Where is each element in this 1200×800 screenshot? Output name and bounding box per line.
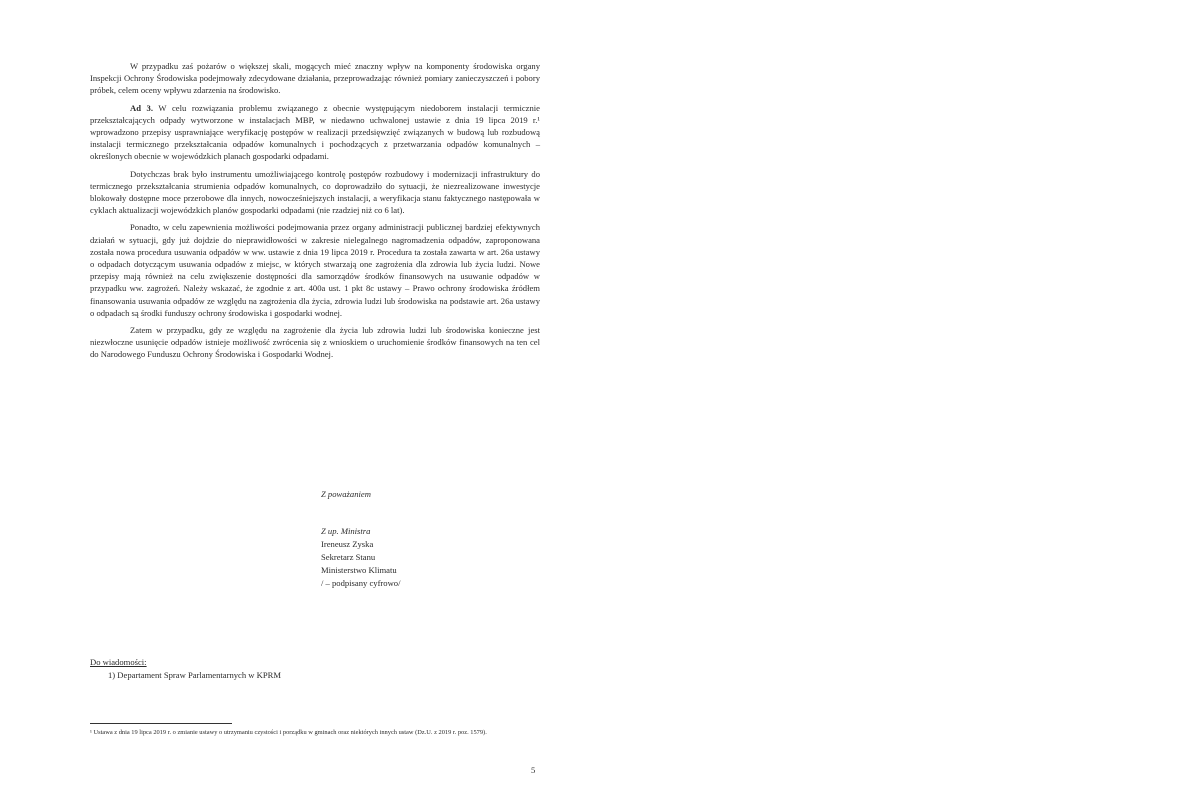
salutation: Z poważaniem — [321, 489, 371, 499]
footnote-divider — [90, 723, 232, 724]
on-behalf: Z up. Ministra — [321, 526, 371, 536]
distribution-heading: Do wiadomości: — [90, 657, 147, 667]
paragraph-dotychczas: Dotychczas brak było instrumentu umożliwiającego kontrolę postępów rozbudowy i modernizacji infrastruktury do termicznego przekształcania strumienia odpadów komunalnych, co doprowadziło do sytuacji, że niezrealizowane inwestycje blokowały dostępne moce przerobowe dla innych, nowocześniejszych instalacji, a weryfikacja stanu faktycznego następowała w cyklach aktualizacji wojewódzkich planów gospodarki odpadami (nie rzadziej niż co 6 lat). — [90, 168, 540, 216]
signatory-position: Sekretarz Stanu — [321, 552, 376, 562]
paragraph-zatem: Zatem w przypadku, gdy ze względu na zagrożenie dla życia lub zdrowia ludzi lub środowiska konieczne jest niezwłoczne usunięcie odpadów istnieje możliwość zwrócenia się z wnioskiem o uruchomienie środków finansowych na ten cel do Narodowego Funduszu Ochrony Środowiska i Gospodarki Wodnej. — [90, 325, 540, 360]
paragraph-ad3: Ad 3. W celu rozwiązania problemu związanego z obecnie występującym niedoborem instalacji termicznie przekształcających odpady wytworzone w instalacjach MBP, w niedawno uchwalonej ustawie z dnia 19 lipca 2019 r.¹ wprowadzono przepisy usprawniające weryfikację postępów w realizacji przedsięwzięć związanych w budową lub rozbudową instalacji termicznego przekształcania odpadów komunalnych i pochodzących z przetwarzania odpadów komunalnych – określonych obecnie w wojewódzkich planach gospodarki odpadami. — [90, 102, 540, 162]
signatory-name: Ireneusz Zyska — [321, 539, 374, 549]
distribution-list — [90, 656, 281, 682]
page-number: 5 — [531, 765, 536, 775]
letter-body — [90, 60, 540, 366]
distribution-item: 1) Departament Spraw Parlamentarnych w KPRM — [108, 670, 282, 680]
footnote: ¹ Ustawa z dnia 19 lipca 2019 r. o zmianie ustawy o utrzymaniu czystości i porządku w gminach oraz niektórych innych ustaw (Dz.U. z 2019 r. poz. 1579). — [90, 729, 487, 736]
paragraph-ponadto: Ponadto, w celu zapewnienia możliwości podejmowania przez organy administracji publicznej bardziej efektywnych działań w sytuacji, gdy już dojdzie do nieprawidłowości w zakresie nielegalnego nagromadzenia odpadów, zaproponowana została nowa procedura usuwania odpadów w ww. ustawie z dnia 19 lipca 2019 r. Procedura ta została zawarta w art. 26a ustawy o odpadach dotyczącym usuwania odpadów z miejsc, w których stwarzają one zagrożenia dla zdrowia lub życia ludzi. Nowe przepisy mają również na celu zwiększenie dostępności dla samorządów środków finansowych na usuwanie odpadów w przypadku ww. zagrożeń. Należy wskazać, że zgodnie z art. 400a ust. 1 pkt 8c ustawy – Prawo ochrony środowiska źródłem finansowania usuwania odpadów ze względu na zagrożenia dla życia, zdrowia ludzi lub środowiska na podstawie art. 26a ustawy o odpadach są środki funduszy ochrony środowiska i gospodarki wodnej. — [90, 222, 540, 318]
signature-note: / – podpisany cyfrowo/ — [321, 578, 401, 588]
signature-block — [321, 488, 400, 590]
ministry-name: Ministerstwo Klimatu — [321, 565, 397, 575]
ad3-label: Ad 3. — [130, 102, 154, 113]
paragraph-pozary: W przypadku zaś pożarów o większej skali, mogących mieć znaczny wpływ na komponenty środowiska organy Inspekcji Ochrony Środowiska podejmowały zdecydowane działania, przeprowadzając również pomiary zanieczyszczeń i pobory próbek, celem oceny wpływu zdarzenia na środowisko. — [90, 61, 540, 96]
